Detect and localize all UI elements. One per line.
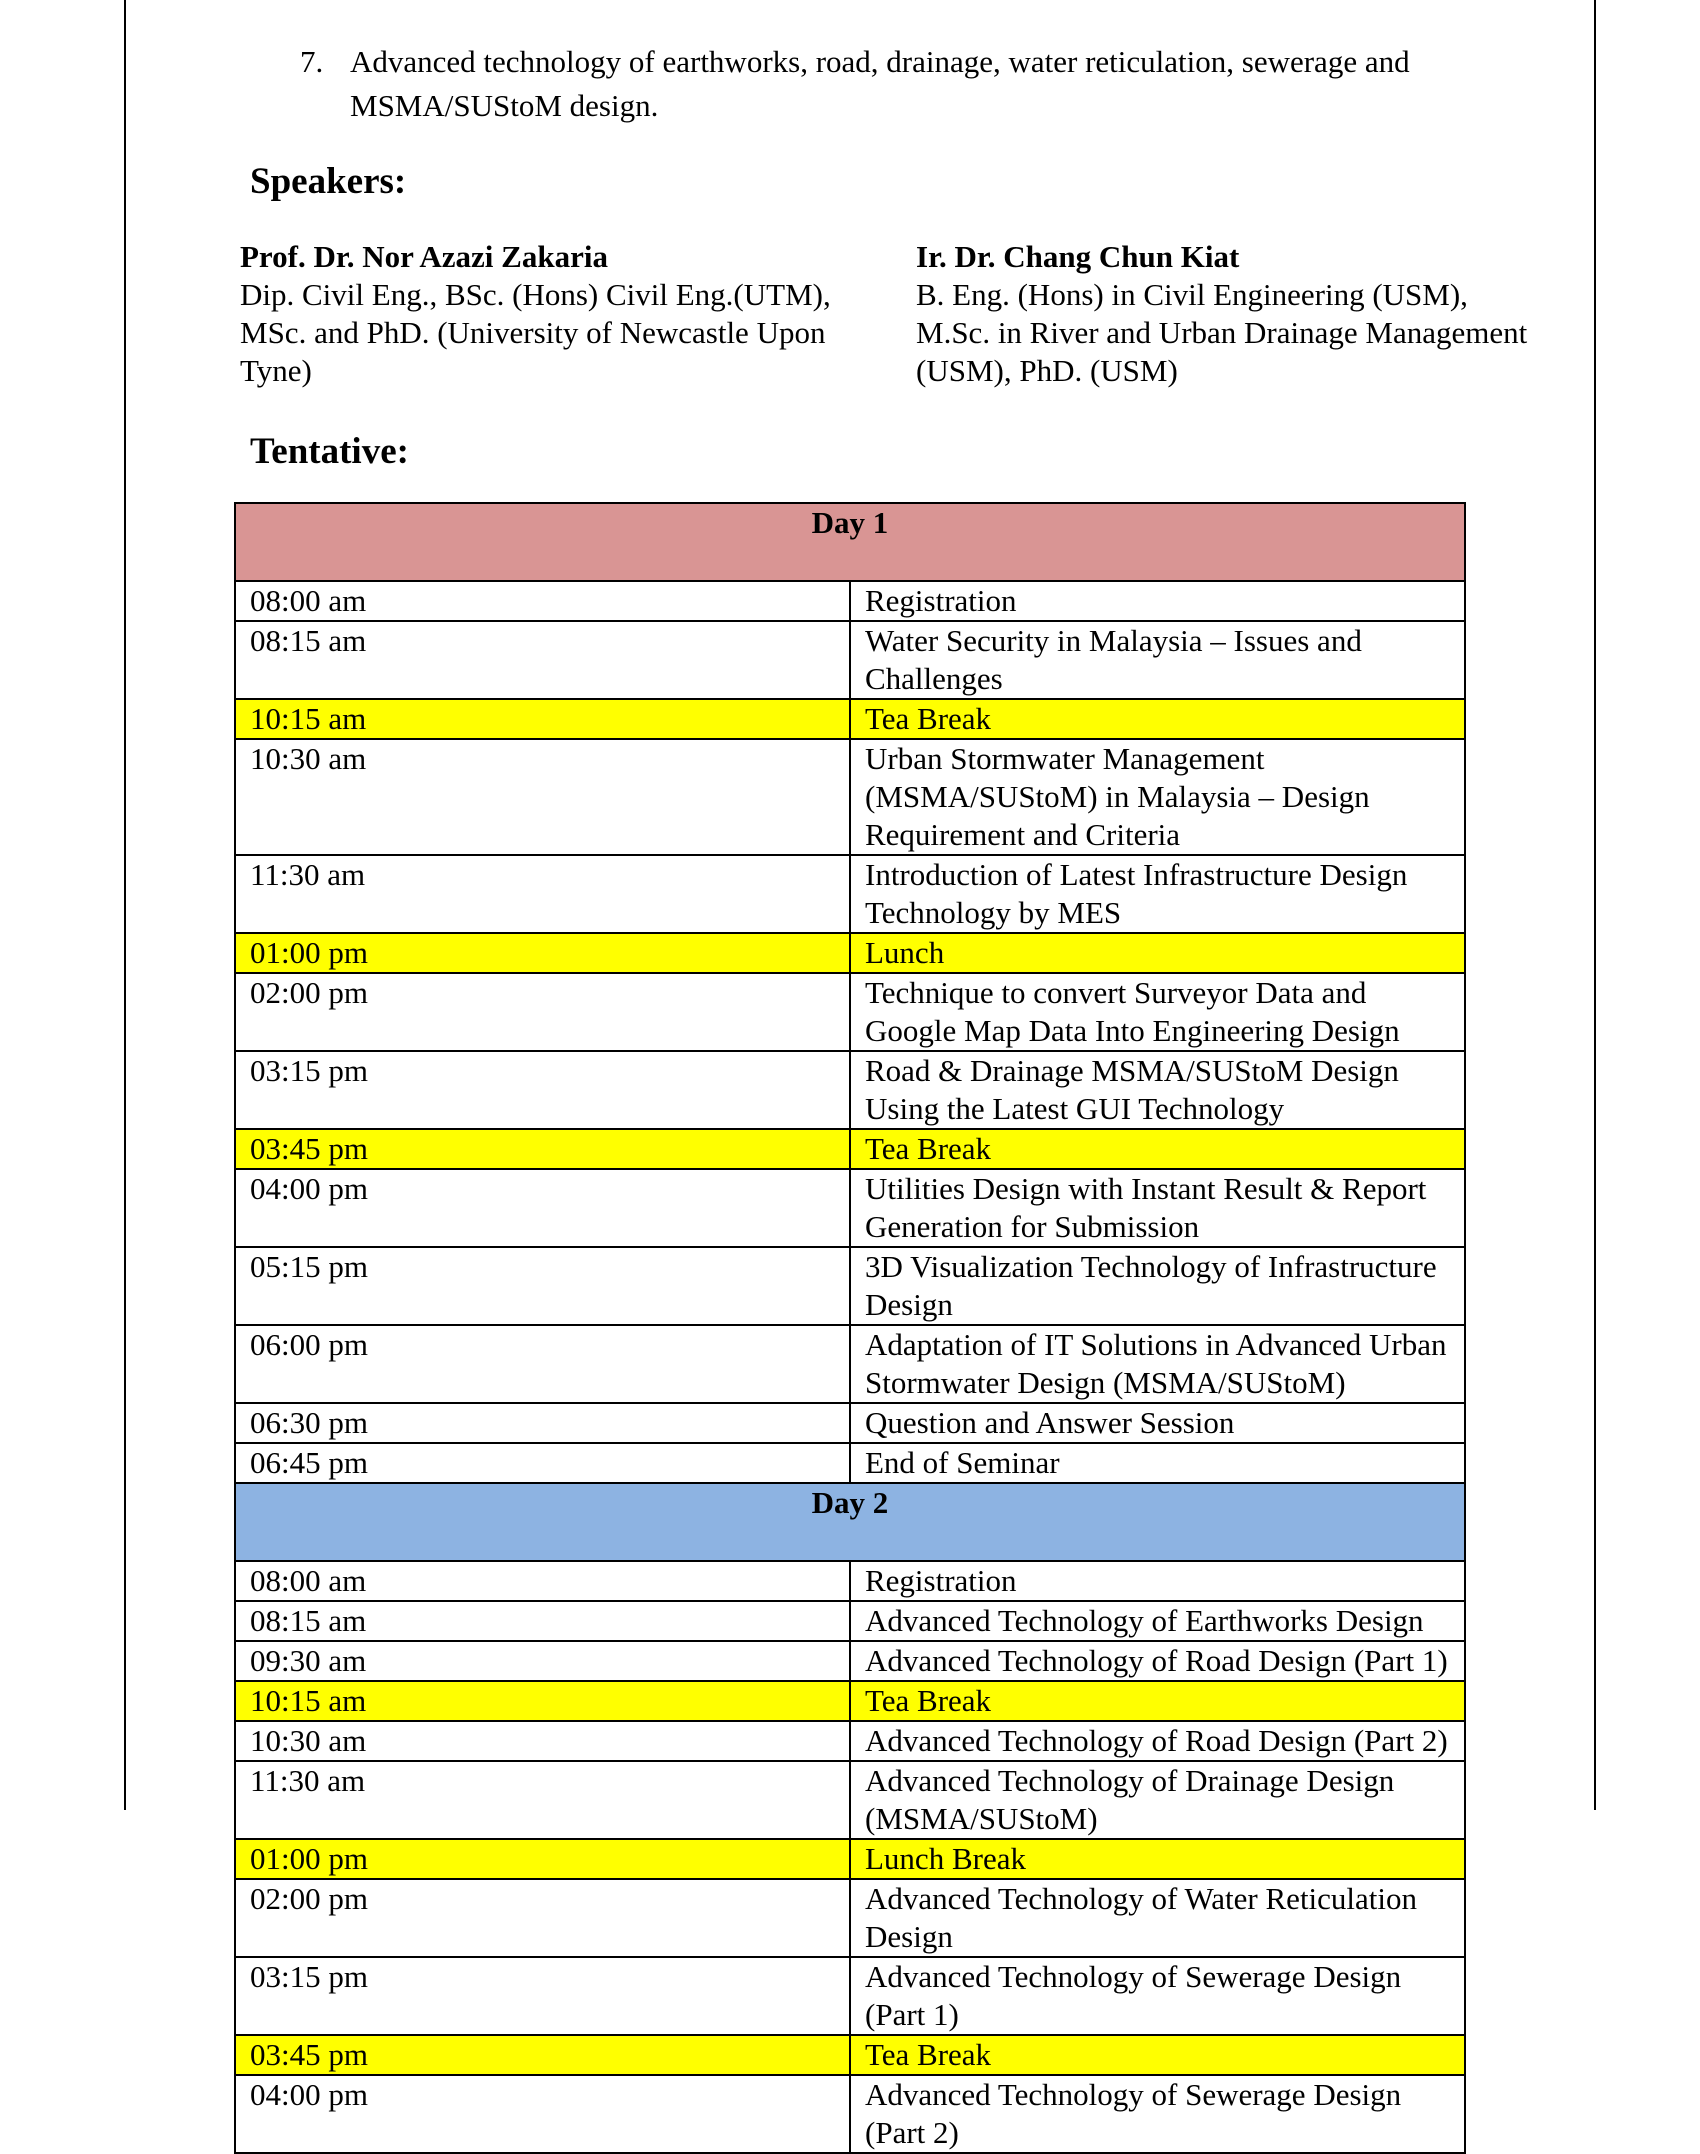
schedule-row [235,1761,1465,1839]
speaker-2 [916,238,1536,390]
time-cell: 03:45 pm [235,1129,850,1169]
schedule-row [235,581,1465,621]
schedule-row [235,1325,1465,1403]
schedule-row [235,1443,1465,1483]
time-cell: 11:30 am [235,855,850,933]
schedule-row [235,1129,1465,1169]
time-cell: 10:30 am [235,1721,850,1761]
time-cell: 05:15 pm [235,1247,850,1325]
speakers-heading: Speakers: [250,161,407,202]
schedule-row [235,1721,1465,1761]
activity-cell: Advanced Technology of Sewerage Design (Part 1) [850,1957,1465,2035]
schedule-table [234,502,1466,2154]
speaker-name: Prof. Dr. Nor Azazi Zakaria [240,239,608,274]
page-border-left [124,0,126,1810]
activity-cell: 3D Visualization Technology of Infrastructure Design [850,1247,1465,1325]
activity-cell: Registration [850,581,1465,621]
time-cell: 04:00 pm [235,1169,850,1247]
day-header: Day 2 [235,1483,1465,1561]
schedule-row [235,1601,1465,1641]
activity-cell: Lunch [850,933,1465,973]
schedule-row [235,855,1465,933]
activity-cell: Advanced Technology of Earthworks Design [850,1601,1465,1641]
speaker-1 [240,238,880,390]
time-cell: 06:45 pm [235,1443,850,1483]
speaker-credentials: B. Eng. (Hons) in Civil Engineering (USM), M.Sc. in River and Urban Drainage Management (USM), PhD. (USM) [916,277,1528,388]
activity-cell: Registration [850,1561,1465,1601]
speaker-name: Ir. Dr. Chang Chun Kiat [916,239,1240,274]
time-cell: 06:00 pm [235,1325,850,1403]
activity-cell: Question and Answer Session [850,1403,1465,1443]
page-border-right [1594,0,1596,1810]
schedule-row [235,2035,1465,2075]
time-cell: 01:00 pm [235,1839,850,1879]
activity-cell: Road & Drainage MSMA/SUStoM Design Using the Latest GUI Technology [850,1051,1465,1129]
schedule-row [235,2075,1465,2153]
time-cell: 01:00 pm [235,933,850,973]
day-header: Day 1 [235,503,1465,581]
schedule-row [235,1051,1465,1129]
schedule-row [235,699,1465,739]
activity-cell: Tea Break [850,2035,1465,2075]
time-cell: 08:15 am [235,1601,850,1641]
schedule-row [235,1169,1465,1247]
time-cell: 10:15 am [235,699,850,739]
schedule-row [235,621,1465,699]
schedule-row [235,1681,1465,1721]
schedule-row [235,1247,1465,1325]
activity-cell: Introduction of Latest Infrastructure Design Technology by MES [850,855,1465,933]
schedule-row [235,933,1465,973]
time-cell: 08:00 am [235,581,850,621]
activity-cell: Water Security in Malaysia – Issues and Challenges [850,621,1465,699]
list-text: Advanced technology of earthworks, road, drainage, water reticulation, sewerage and MSMA/SUStoM design. [350,44,1410,123]
speaker-credentials: Dip. Civil Eng., BSc. (Hons) Civil Eng.(UTM), MSc. and PhD. (University of Newcastle Upon Tyne) [240,277,831,388]
time-cell: 02:00 pm [235,973,850,1051]
schedule-row [235,1879,1465,1957]
tentative-heading: Tentative: [250,431,409,472]
activity-cell: Advanced Technology of Road Design (Part 2) [850,1721,1465,1761]
activity-cell: Urban Stormwater Management (MSMA/SUStoM) in Malaysia – Design Requirement and Criteria [850,739,1465,855]
activity-cell: Technique to convert Surveyor Data and Google Map Data Into Engineering Design [850,973,1465,1051]
activity-cell: Tea Break [850,1129,1465,1169]
time-cell: 06:30 pm [235,1403,850,1443]
time-cell: 08:00 am [235,1561,850,1601]
time-cell: 10:15 am [235,1681,850,1721]
time-cell: 10:30 am [235,739,850,855]
schedule-row [235,1957,1465,2035]
time-cell: 04:00 pm [235,2075,850,2153]
time-cell: 08:15 am [235,621,850,699]
time-cell: 11:30 am [235,1761,850,1839]
time-cell: 02:00 pm [235,1879,850,1957]
list-number: 7. [300,44,324,79]
activity-cell: Adaptation of IT Solutions in Advanced Urban Stormwater Design (MSMA/SUStoM) [850,1325,1465,1403]
schedule-row [235,1561,1465,1601]
time-cell: 09:30 am [235,1641,850,1681]
activity-cell: Advanced Technology of Sewerage Design (Part 2) [850,2075,1465,2153]
activity-cell: Advanced Technology of Road Design (Part 1) [850,1641,1465,1681]
day-header-row [235,1483,1465,1561]
time-cell: 03:15 pm [235,1051,850,1129]
activity-cell: Tea Break [850,699,1465,739]
time-cell: 03:15 pm [235,1957,850,2035]
schedule-row [235,973,1465,1051]
schedule-row [235,1403,1465,1443]
time-cell: 03:45 pm [235,2035,850,2075]
schedule-row [235,739,1465,855]
activity-cell: Utilities Design with Instant Result & Report Generation for Submission [850,1169,1465,1247]
activity-cell: End of Seminar [850,1443,1465,1483]
activity-cell: Tea Break [850,1681,1465,1721]
day-header-row [235,503,1465,581]
activity-cell: Lunch Break [850,1839,1465,1879]
activity-cell: Advanced Technology of Water Reticulation Design [850,1879,1465,1957]
schedule-body [235,503,1465,2153]
schedule-row [235,1641,1465,1681]
activity-cell: Advanced Technology of Drainage Design (MSMA/SUStoM) [850,1761,1465,1839]
schedule-row [235,1839,1465,1879]
